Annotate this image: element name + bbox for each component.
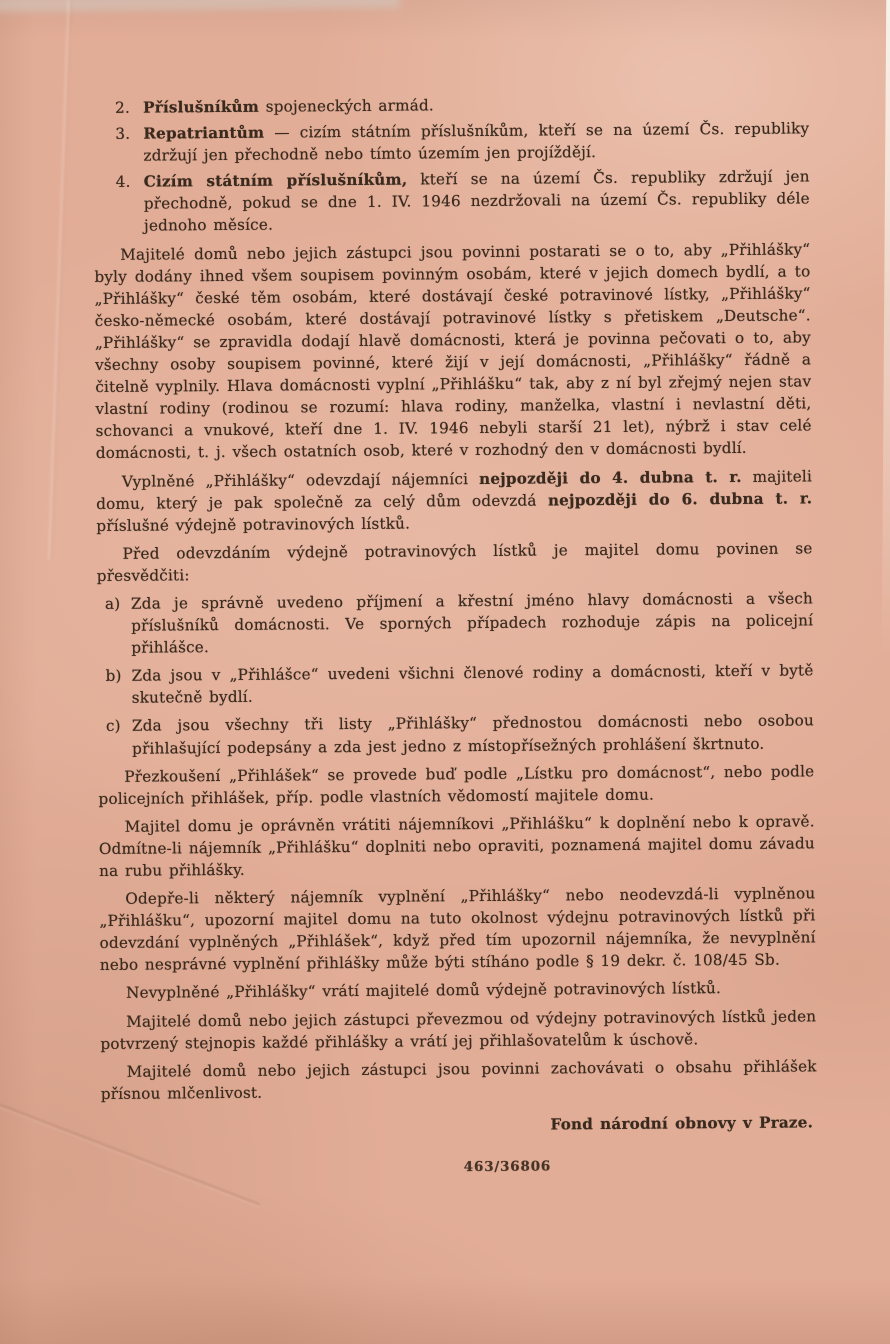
lettered-item-c (98, 710, 814, 760)
item-letter: b) (105, 667, 122, 686)
deadline-pre: Vyplněné „Přihlášky“ odevzdají nájemníci (121, 469, 480, 491)
item-term: Cizím státním příslušníkům, (143, 170, 408, 191)
item-letter: a) (104, 594, 121, 613)
item-text: kteří se na území Čs. republiky zdržují jen přechodně, pokud se dne 1. IV. 1946 nezdržovali na území Čs. republiky déle jednoho měsíce. (143, 167, 810, 236)
lettered-item-a (97, 587, 813, 659)
scan-edge-top (0, 0, 400, 12)
deadline-date-1: nejpozději do 4. dubna t. r. (479, 467, 742, 488)
deadline-date-2: nejpozději do 6. dubna t. r. (547, 488, 813, 510)
item-term: Repatriantům (143, 123, 265, 143)
item-text: spojeneckých armád. (258, 96, 434, 116)
document-text-block (93, 91, 817, 1181)
item-term: Příslušníkům (143, 97, 260, 117)
deadline-mid: majiteli domu, který je pak společně za celý dům odevzdá (96, 466, 813, 513)
item-text: Zda je správně uvedeno příjmení a křestní jméno hlavy domácnosti a všech příslušníků domácnosti. Ve sporných případech rozhoduje zápis na policejní přihlášce. (130, 589, 814, 657)
item-letter: c) (105, 717, 121, 736)
numbered-item-2 (93, 91, 809, 119)
print-number: 463/36806 (463, 1158, 552, 1176)
paragraph-unfilled: Nevyplněné „Přihlášky“ vrátí majitelé domů výdejně potravinových lístků. (125, 979, 722, 1003)
item-text: Zda jsou všechny tři listy „Přihlášky“ přednostou domácnosti nebo osobou přihlašující podepsány a zda jest jedno z místopřísežných prohlášení škrtnuto. (131, 711, 814, 758)
paragraph-check-intro: Před odevzdáním výdejně potravinových lístků je majitel domu povinen se přesvědčiti: (96, 539, 813, 585)
paragraph-copy-return: Majitelé domů nebo jejich zástupci převezmou od výdejny potravinových lístků jeden potvrzený stejnopis každé přihlášky a vrátí jej přihlašovatelům k úschově. (100, 1006, 817, 1053)
item-number: 3. (115, 124, 131, 143)
paragraph-refusal: Odepře-li některý nájemník vyplnění „Přihlášky“ nebo neodevzdá-li vyplněnou „Přihlášku“, upozorní majitel domu na tuto okolnost výdejnu potravinových lístků při odevzdání vyplněných „Přihlášek“, když před tím upozornil nájemníka, že nevyplnění nebo nesprávné vyplnění přihlášky může býti stíháno podle § 19 dekr. č. 108/45 Sb. (99, 884, 816, 975)
item-text: Zda jsou v „Přihlášce“ uvedeni všichni členové rodiny a domácnosti, kteří v bytě skutečně bydlí. (131, 661, 814, 708)
paragraph-deadline (96, 465, 812, 537)
paper-crease-vertical (48, 0, 70, 560)
deadline-post: příslušné výdejně potravinových lístků. (96, 514, 411, 535)
item-number: 4. (115, 172, 131, 192)
numbered-item-4 (94, 166, 810, 238)
numbered-item-3 (93, 117, 809, 167)
item-number: 2. (115, 98, 131, 117)
scan-edge-right (882, 0, 890, 656)
lettered-item-b (97, 660, 813, 710)
paragraph-secrecy: Majitelé domů nebo jejich zástupci jsou povinni zachovávati o obsahu přihlášek přísnou mlčenlivost. (100, 1057, 817, 1103)
item-text: — cizím státním příslušníkům, kteří se na území Čs. republiky zdržují jen přechodně nebo tímto územím jen projíždějí. (143, 119, 810, 165)
paragraph-verification: Přezkoušení „Přihlášek“ se provede buď podle „Lístku pro domácnost“, nebo podle policejních přihlášek, příp. podle vlastních vědomostí majitele domu. (98, 761, 815, 808)
paragraph-return-correction: Majitel domu je oprávněn vrátiti nájemníkovi „Přihlášku“ k doplnění nebo k opravě. Odmítne-li nájemník „Přihlášku“ doplniti nebo opraviti, poznamená majitel domu závadu na rubu přihlášky. (98, 812, 815, 880)
paragraph-intro: Majitelé domů nebo jejich zástupci jsou povinni postarati se o to, aby „Přihlášky“ byly dodány ihned všem soupisem povinným osobám, které v jejich domech bydlí, a to „Přihlášky“ české těm osobám, které dostávají české potravinové lístky, „Přihlášky“ česko-německé osobám, které dostávají potravinové lístky s přetiskem „Deutsche“. „Přihlášky“ se zpravidla dodají hlavě domácnosti, která je povinna pečovati o to, aby všechny osoby soupisem povinné, které žijí v její domácnosti, „Přihlášky“ řádně a čitelně vyplnily. Hlava domácnosti vyplní „Přihlášku“ tak, aby z ní byl zřejmý nejen stav vlastní rodiny (rodinou se rozumí: hlava rodiny, manželka, vlastní i nevlastní děti, schovanci a vnukové, kteří dne 1. IV. 1946 nebyli starší 21 let), nýbrž i stav celé domácnosti, t. j. všech ostatních osob, které v rozhodný den v domácnosti bydlí. (94, 239, 812, 463)
issuer-signature: Fond národní obnovy v Praze. (550, 1113, 814, 1134)
